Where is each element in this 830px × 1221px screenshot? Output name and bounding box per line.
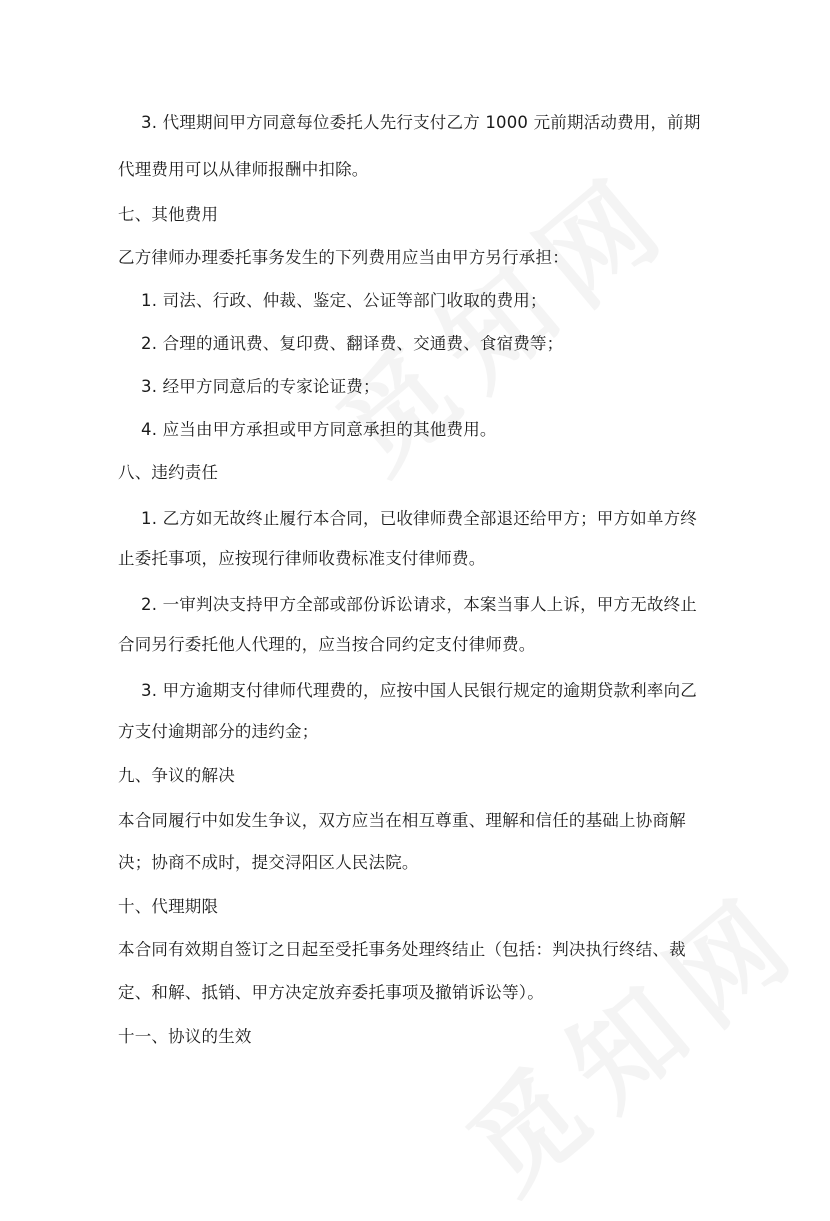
list-item: 1. 乙方如无故终止履行本合同，已收律师费全部退还给甲方；甲方如单方终 — [141, 509, 697, 528]
watermark-secondary — [430, 849, 830, 1221]
watermark — [300, 129, 700, 501]
paragraph-line: 方支付逾期部分的违约金； — [118, 722, 319, 741]
paragraph-line: 定、和解、抵销、甲方决定放弃委托事项及撤销诉讼等）。 — [118, 983, 544, 1002]
section-heading: 八、违约责任 — [118, 463, 219, 482]
paragraph-line: 乙方律师办理委托事务发生的下列费用应当由甲方另行承担： — [118, 248, 569, 267]
paragraph-line: 决；协商不成时，提交浔阳区人民法院。 — [118, 853, 419, 872]
paragraph-line: 代理费用可以从律师报酬中扣除。 — [118, 160, 369, 179]
section-heading: 十、代理期限 — [118, 897, 219, 916]
list-item: 4. 应当由甲方承担或甲方同意承担的其他费用。 — [141, 420, 497, 439]
paragraph-line: 止委托事项，应按现行律师收费标准支付律师费。 — [118, 549, 486, 568]
paragraph-line: 3. 代理期间甲方同意每位委托人先行支付乙方 1000 元前期活动费用，前期 — [141, 113, 701, 132]
list-item: 1. 司法、行政、仲裁、鉴定、公证等部门收取的费用； — [141, 291, 547, 310]
paragraph-line: 本合同有效期自签订之日起至受托事务处理终结止（包括：判决执行终结、裁 — [118, 940, 686, 959]
paragraph-line: 合同另行委托他人代理的，应当按合同约定支付律师费。 — [118, 635, 536, 654]
paragraph-line: 本合同履行中如发生争议，双方应当在相互尊重、理解和信任的基础上协商解 — [118, 811, 686, 830]
list-item: 2. 一审判决支持甲方全部或部份诉讼请求，本案当事人上诉，甲方无故终止 — [141, 595, 697, 614]
list-item: 2. 合理的通讯费、复印费、翻译费、交通费、食宿费等； — [141, 334, 564, 353]
section-heading: 九、争议的解决 — [118, 766, 235, 785]
section-heading: 七、其他费用 — [118, 205, 219, 224]
section-heading: 十一、协议的生效 — [118, 1027, 252, 1046]
list-item: 3. 经甲方同意后的专家论证费； — [141, 377, 380, 396]
list-item: 3. 甲方逾期支付律师代理费的，应按中国人民银行规定的逾期贷款利率向乙 — [141, 681, 697, 700]
